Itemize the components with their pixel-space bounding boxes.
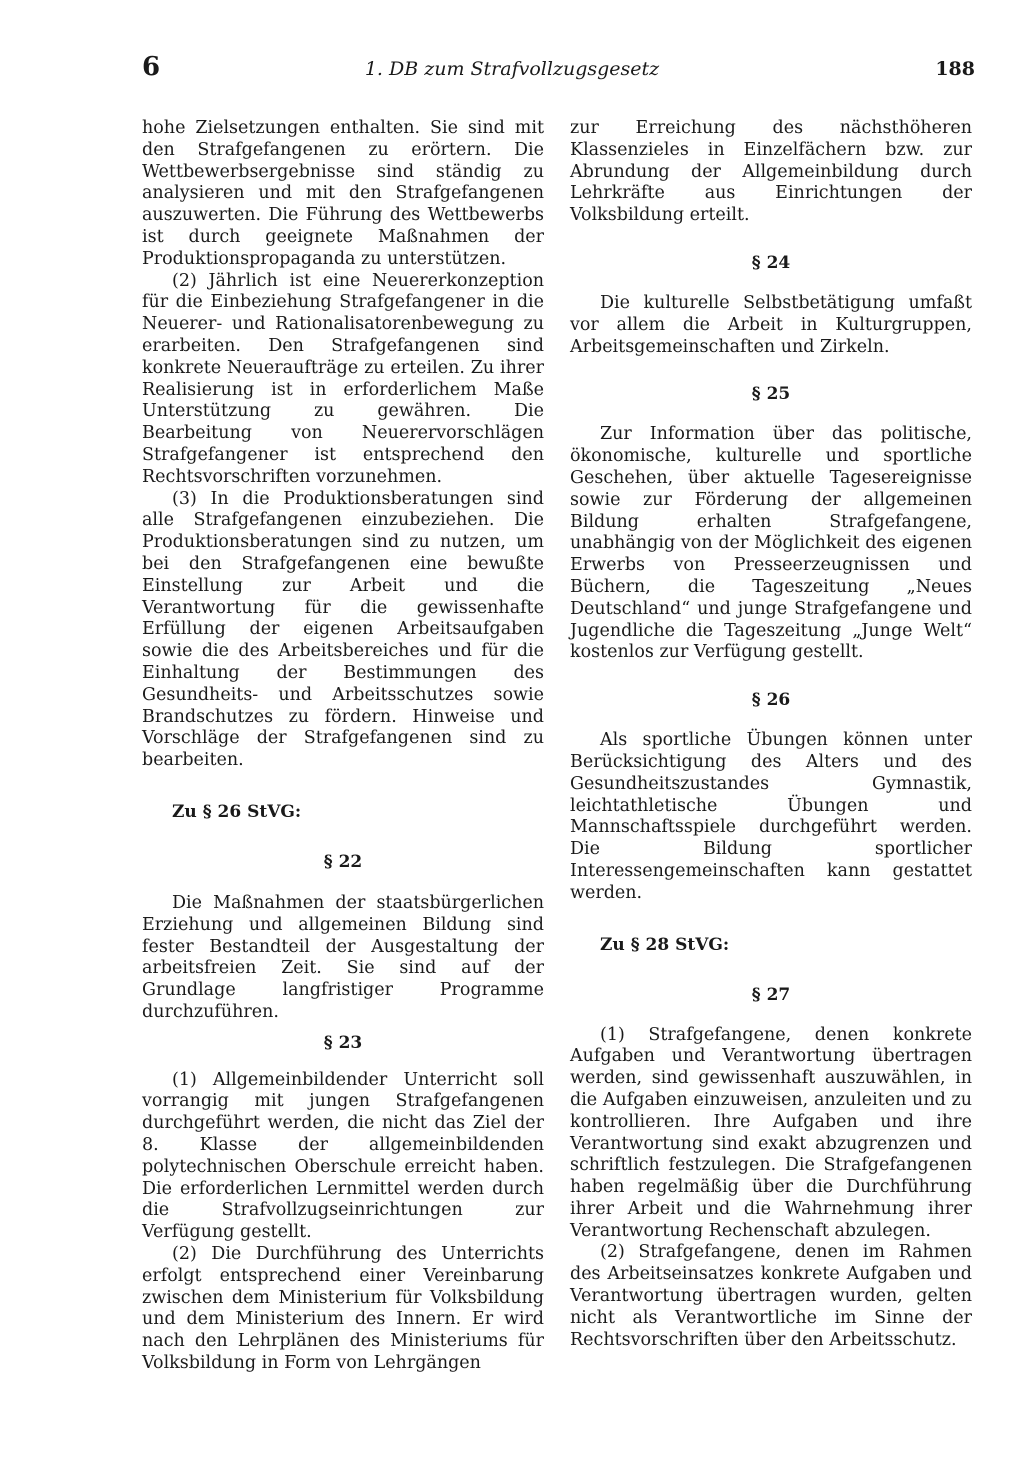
section-27-paragraph-1: (1) Strafgefangene, denen konkrete Aufgaben und Verantwortung übertragen werden, sind gewissenhaft auszuwählen, in die Aufgaben einzuweisen, anzuleiten und zu kontrollieren. Ihre Aufgaben und ihre Verantwortung sind exakt abzugrenzen und schriftlich festzulegen. Die Strafgefangenen haben regelmäßig über die Durchführung ihrer Arbeit und die Wahrnehmung ihrer Verantwortung Rechenschaft abzulegen. xyxy=(570,1024,972,1241)
page-header xyxy=(0,52,1024,88)
section-27-paragraph-2: (2) Strafgefangene, denen im Rahmen des Arbeitseinsatzes konkrete Aufgaben und Verantwortung übertragen wurden, gelten nicht als Verantwortliche im Sinne der Rechtsvorschriften über den Arbeitsschutz. xyxy=(570,1242,972,1350)
section-23-title: § 23 xyxy=(323,1032,363,1053)
paragraph-continued: hohe Zielsetzungen enthalten. Sie sind mit den Strafgefangenen zu erörtern. Die Wettbewerbsergebnisse sind ständig zu analysieren und mit den Strafgefangenen auszuwerten. Die Führung des Wettbewerbs ist durch geeignete Maßnahmen der Produktionspropaganda zu unterstützen. xyxy=(142,118,544,269)
page-number: 188 xyxy=(935,58,975,80)
paragraph-continued: zur Erreichung des nächsthöheren Klassenzieles in Einzelfächern bzw. zur Abrundung der Allgemeinbildung durch Lehrkräfte aus Einrichtungen der Volksbildung erteilt. xyxy=(570,118,972,226)
section-24-title: § 24 xyxy=(751,252,791,273)
left-column xyxy=(142,118,544,1375)
section-23-paragraph-2: (2) Die Durchführung des Unterrichts erfolgt entsprechend einer Vereinbarung zwischen dem Ministerium für Volksbildung und dem Ministerium des Innern. Er wird nach den Lehrplänen des Ministeriums für Volksbildung in Form von Lehrgängen xyxy=(142,1244,544,1374)
section-23-paragraph-1: (1) Allgemeinbildender Unterricht soll vorrangig mit jungen Strafgefangenen durchgeführt werden, die nicht das Ziel der 8. Klasse der allgemeinbildenden polytechnischen Oberschule erreicht haben. Die erforderlichen Lernmittel werden durch die Strafvollzugseinrichtungen zur Verfügung gestellt. xyxy=(142,1069,544,1243)
section-25-title: § 25 xyxy=(751,384,791,405)
section-26-text: Als sportliche Übungen können unter Berücksichtigung des Alters und des Gesundheitszustandes Gymnastik, leichtathletische Übungen und Mannschaftsspiele durchgeführt werden. Die Bildung sportlicher Interessengemeinschaften kann gestattet werden. xyxy=(570,730,972,903)
section-22-text: Die Maßnahmen der staatsbürgerlichen Erziehung und allgemeinen Bildung sind fester Bestandteil der Ausgestaltung der arbeitsfreien Zeit. Sie sind auf der Grundlage langfristiger Programme durchzuführen. xyxy=(142,892,544,1022)
running-title: 1. DB zum Strafvollzugsgesetz xyxy=(364,58,660,80)
section-24-text: Die kulturelle Selbstbetätigung umfaßt vor allem die Arbeit in Kulturgruppen, Arbeitsgemeinschaften und Zirkeln. xyxy=(570,292,972,357)
reference-heading-28: Zu § 28 StVG: xyxy=(600,934,730,955)
paragraph-3: (3) In die Produktionsberatungen sind alle Strafgefangenen einzubeziehen. Die Produktionsberatungen sind zu nutzen, um bei den Strafgefangenen eine bewußte Einstellung zur Arbeit und die Verantwortung für die gewissenhafte Erfüllung der eigenen Arbeitsaufgaben sowie die des Arbeitsbereiches und für die Einhaltung der Bestimmungen des Gesundheits- und Arbeitsschutzes sowie Brandschutzes zu fördern. Hinweise und Vorschläge der Strafgefangenen sind zu bearbeiten. xyxy=(142,488,544,771)
chapter-number: 6 xyxy=(142,52,161,82)
paragraph-2: (2) Jährlich ist eine Neuererkonzeption für die Einbeziehung Strafgefangener in die Neuerer- und Rationalisatorenbewegung zu erarbeiten. Den Strafgefangenen sind konkrete Neueraufträge zu erteilen. Zu ihrer Realisierung ist in erforderlichem Maße Unterstützung zu gewähren. Die Bearbeitung von Neuerervorschlägen Strafgefangener ist entsprechend den Rechtsvorschriften vorzunehmen. xyxy=(142,270,544,487)
section-25-text: Zur Information über das politische, ökonomische, kulturelle und sportliche Geschehen, über aktuelle Tagesereignisse sowie zur Förderung der allgemeinen Bildung erhalten Strafgefangene, unabhängig von der Möglichkeit des eigenen Erwerbs von Presseerzeugnissen und Büchern, die Tageszeitung „Neues Deutschland“ und junge Strafgefangene und Jugendliche die Tageszeitung „Junge Welt“ kostenlos zur Verfügung gestellt. xyxy=(570,424,972,663)
section-26-title: § 26 xyxy=(751,690,791,711)
reference-heading-26: Zu § 26 StVG: xyxy=(172,801,302,822)
right-column xyxy=(570,118,972,1351)
section-22-title: § 22 xyxy=(323,851,363,872)
section-27-title: § 27 xyxy=(751,984,791,1005)
